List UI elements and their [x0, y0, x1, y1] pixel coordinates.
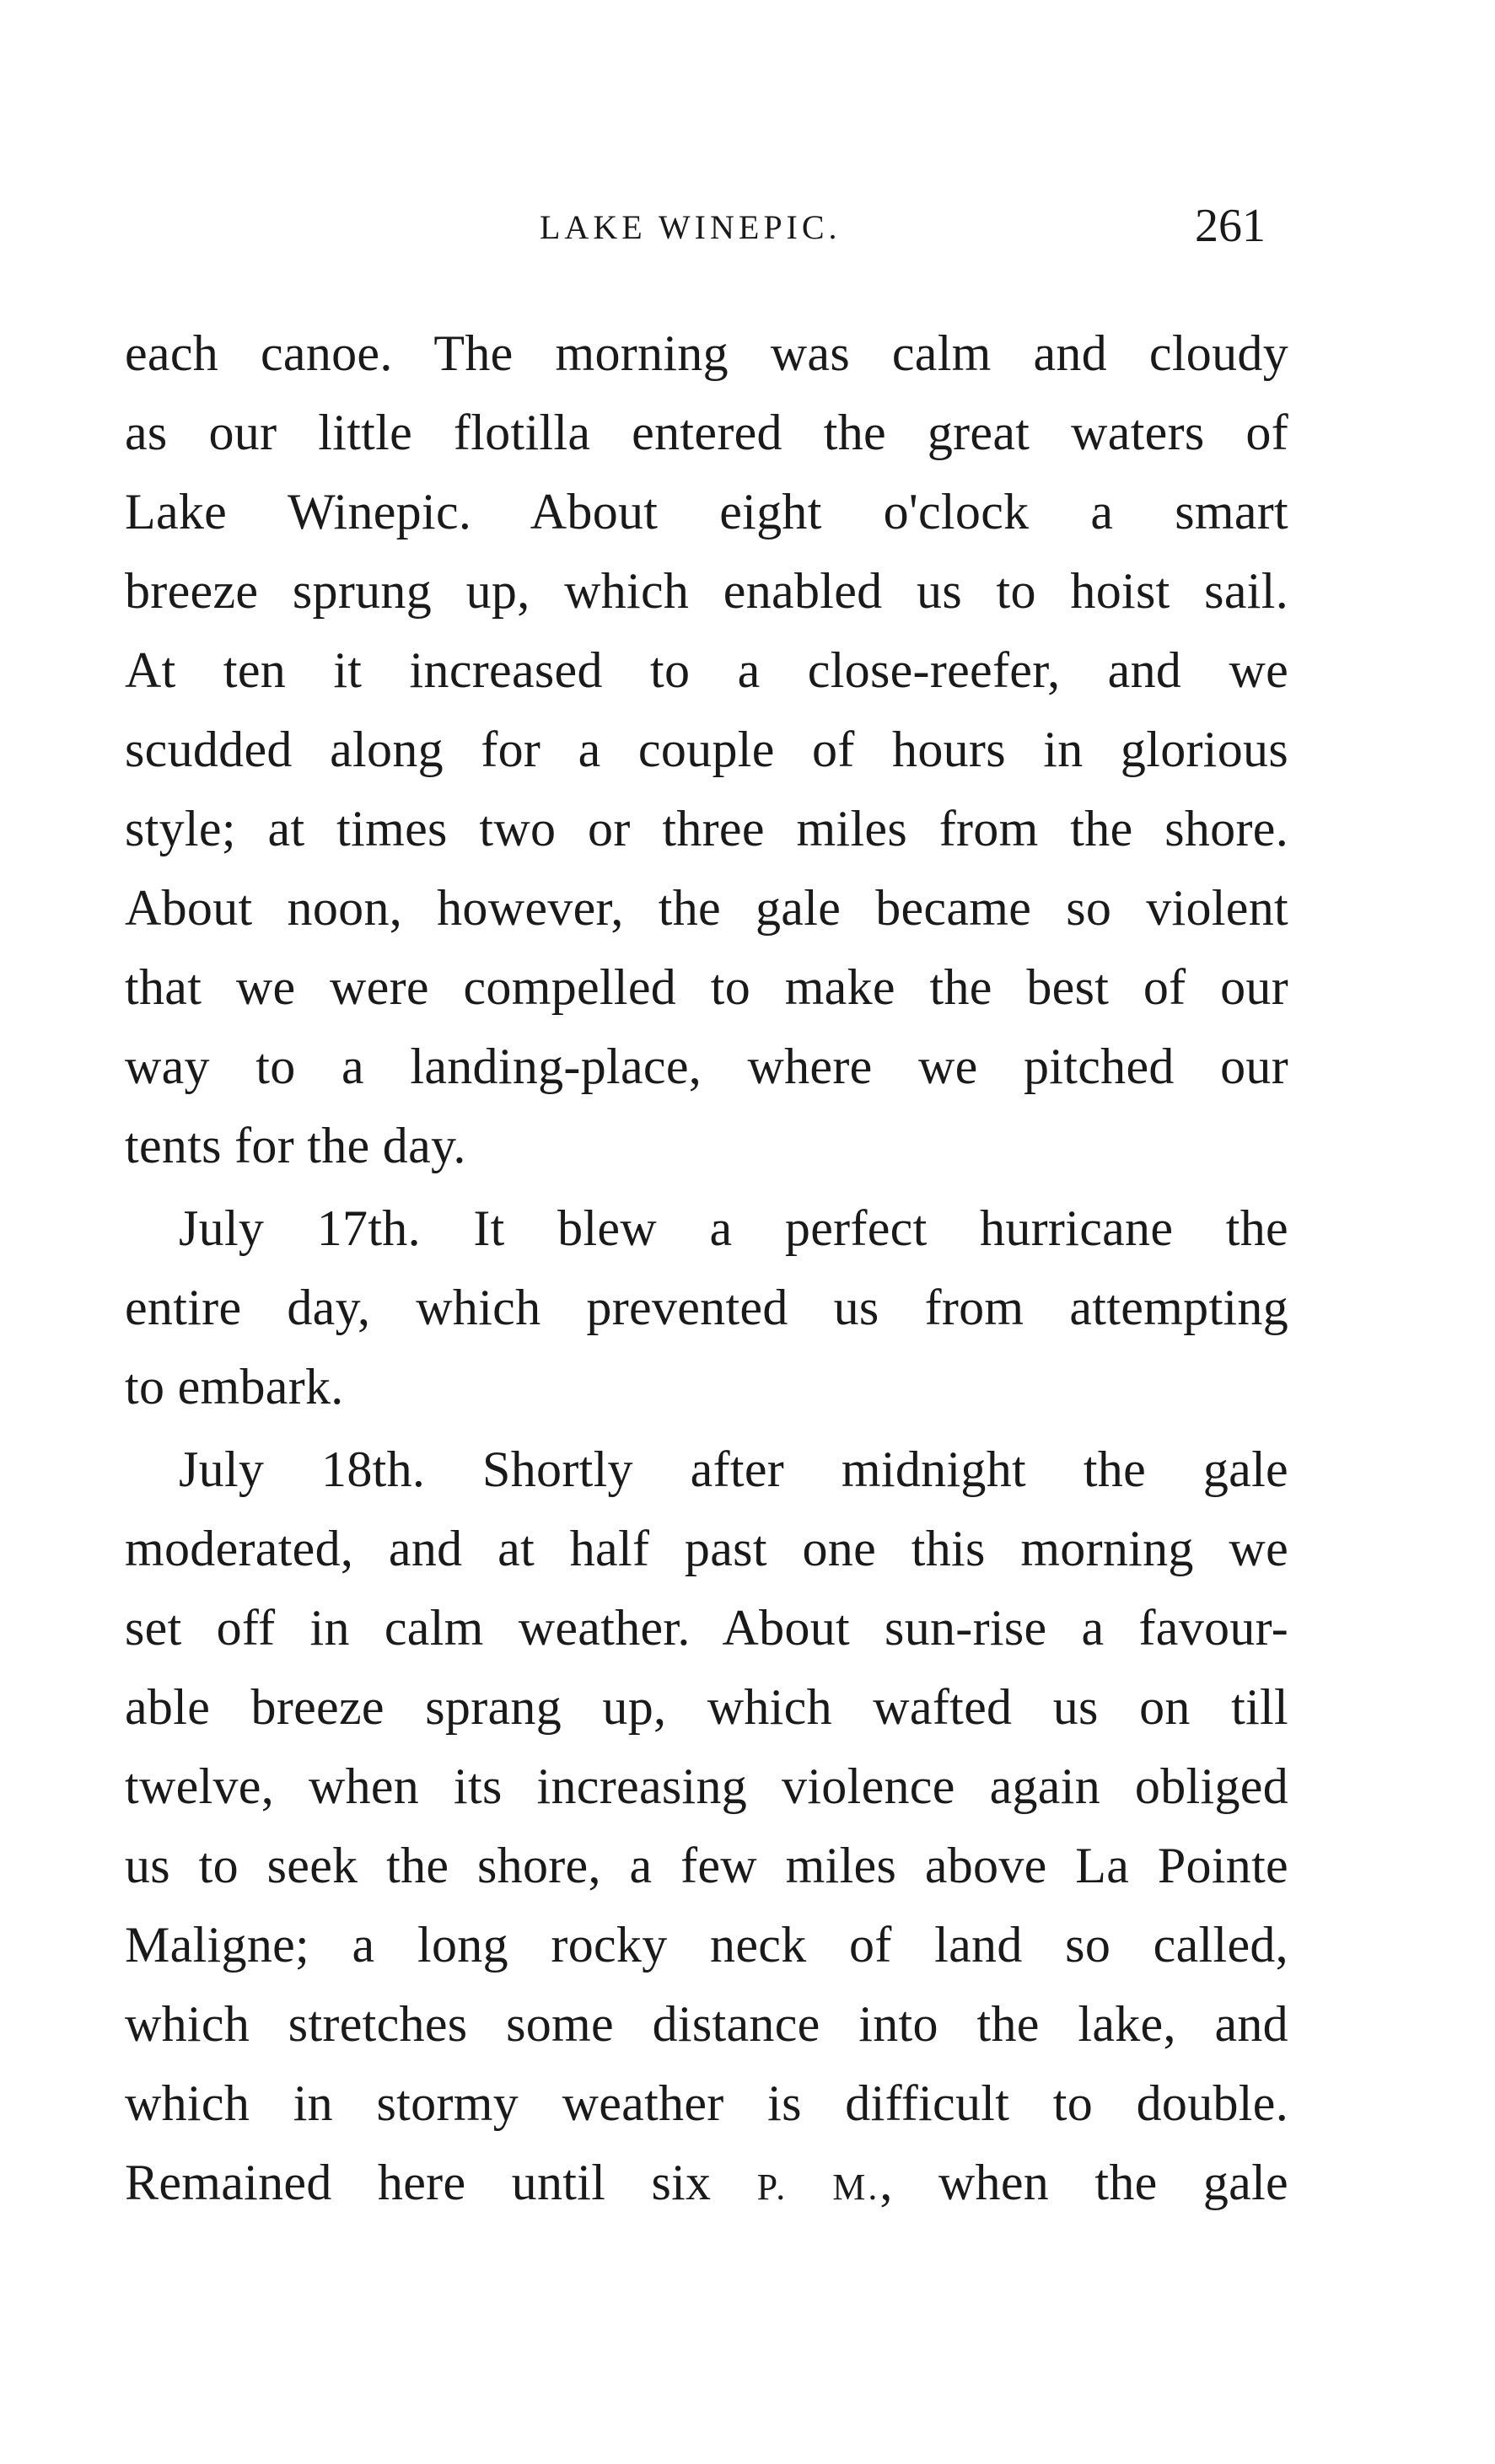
text-line: to embark.	[125, 1359, 344, 1415]
text-line: July 17th. It blew a perfect hurricane the	[179, 1200, 1288, 1256]
text-line: as our little flotilla entered the great waters of	[125, 405, 1288, 460]
text-line: us to seek the shore, a few miles above La Pointe	[125, 1838, 1288, 1893]
text-line: Maligne; a long rocky neck of land so called,	[125, 1917, 1288, 1973]
text-line: breeze sprung up, which enabled us to hoist sail.	[125, 563, 1288, 619]
text-line: twelve, when its increasing violence again obliged	[125, 1758, 1288, 1814]
text-line: able breeze sprang up, which wafted us on till	[125, 1679, 1288, 1735]
text-line-start: Remained here until six	[125, 2155, 712, 2210]
text-line: which in stormy weather is difficult to double.	[125, 2075, 1288, 2131]
text-line: way to a landing-place, where we pitched our	[125, 1039, 1288, 1094]
text-line: July 18th. Shortly after midnight the gale	[179, 1441, 1288, 1497]
text-line: Lake Winepic. About eight o'clock a smart	[125, 484, 1288, 540]
text-line: that we were compelled to make the best of our	[125, 959, 1288, 1015]
text-line: tents for the day.	[125, 1118, 466, 1173]
text-line: About noon, however, the gale became so violent	[125, 880, 1288, 936]
text-line: set off in calm weather. About sun-rise a favour-	[125, 1600, 1288, 1656]
text-line: At ten it increased to a close-reefer, and we	[125, 642, 1288, 698]
time-abbreviation: P. M.	[756, 2166, 880, 2208]
text-line: scudded along for a couple of hours in glorious	[125, 722, 1288, 777]
text-line: moderated, and at half past one this morning we	[125, 1521, 1288, 1576]
text-line-last	[125, 2153, 1288, 2217]
text-line-end: , when the gale	[879, 2155, 1288, 2210]
text-line: style; at times two or three miles from the shore.	[125, 801, 1288, 856]
text-line: which stretches some distance into the lake, and	[125, 1996, 1288, 2052]
text-line: each canoe. The morning was calm and cloudy	[125, 325, 1288, 381]
page-number: 261	[1195, 200, 1266, 252]
running-title: LAKE WINEPIC.	[540, 208, 842, 246]
text-line: entire day, which prevented us from attempting	[125, 1280, 1288, 1335]
